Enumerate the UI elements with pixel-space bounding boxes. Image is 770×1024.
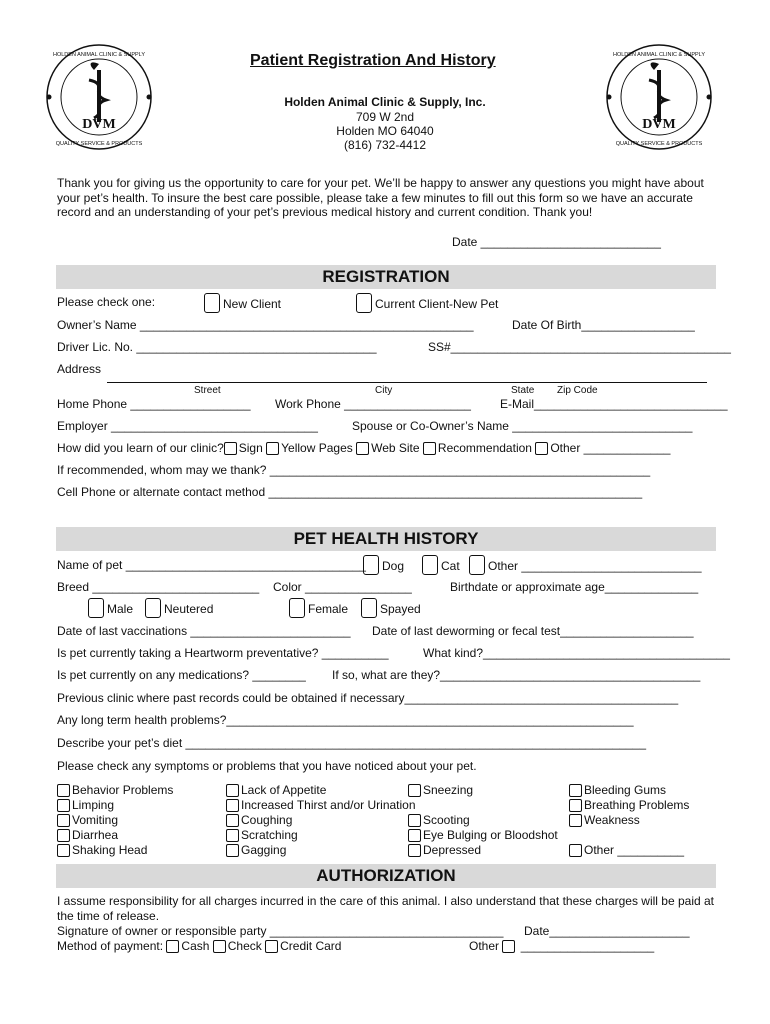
cat-label: Cat bbox=[441, 559, 460, 573]
deworming-field[interactable]: Date of last deworming or fecal test____________________ bbox=[372, 624, 694, 638]
credit-card-label: Credit Card bbox=[280, 939, 342, 953]
heartworm-field[interactable]: Is pet currently taking a Heartworm preventative? __________ bbox=[57, 646, 389, 660]
dog-checkbox[interactable] bbox=[363, 555, 379, 575]
dog-option[interactable] bbox=[363, 555, 404, 575]
other-source-checkbox[interactable] bbox=[535, 442, 548, 455]
other-pet-option[interactable] bbox=[469, 555, 702, 575]
female-checkbox[interactable] bbox=[289, 598, 305, 618]
symptom-checkbox[interactable] bbox=[226, 784, 239, 797]
female-label: Female bbox=[308, 602, 349, 616]
zip-label: Zip Code bbox=[557, 385, 598, 396]
check-checkbox[interactable] bbox=[213, 940, 226, 953]
dob-field[interactable]: Date Of Birth_________________ bbox=[512, 318, 695, 332]
symptom-item[interactable] bbox=[57, 783, 173, 798]
symptom-item[interactable] bbox=[408, 813, 558, 828]
employer-field[interactable]: Employer _______________________________ bbox=[57, 419, 318, 433]
learn-row bbox=[57, 441, 670, 455]
new-client-label: New Client bbox=[223, 297, 282, 311]
symptom-label: Increased Thirst and/or Urination bbox=[241, 798, 416, 812]
symptom-label: Limping bbox=[72, 798, 115, 812]
spouse-field[interactable]: Spouse or Co-Owner’s Name ___________________________ bbox=[352, 419, 693, 433]
payment-label: Method of payment: bbox=[57, 939, 164, 953]
symptom-label: Shaking Head bbox=[72, 843, 148, 857]
ss-field[interactable]: SS#__________________________________________ bbox=[428, 340, 731, 354]
symptom-checkbox[interactable] bbox=[569, 814, 582, 827]
spayed-checkbox[interactable] bbox=[361, 598, 377, 618]
web-site-checkbox[interactable] bbox=[356, 442, 369, 455]
state-label: State bbox=[511, 385, 535, 396]
new-client-checkbox[interactable] bbox=[204, 293, 220, 313]
web-site-label: Web Site bbox=[371, 441, 420, 455]
symptom-checkbox[interactable] bbox=[57, 784, 70, 797]
intro-paragraph: Thank you for giving us the opportunity to care for your pet. We’ll be happy to answer any questions you might have about your pet’s health. To insure the best care possible, please take a few minutes to fill out this form so we have an accurate record and an understanding of your pet’s previous medical history and current condition. Thank you! bbox=[57, 176, 704, 219]
symptom-label: Eye Bulging or Bloodshot bbox=[423, 828, 558, 842]
symptom-item[interactable] bbox=[57, 798, 173, 813]
page-title: Patient Registration And History bbox=[250, 52, 496, 69]
other-pet-checkbox[interactable] bbox=[469, 555, 485, 575]
symptom-checkbox[interactable] bbox=[226, 844, 239, 857]
date-field[interactable]: Date ___________________________ bbox=[452, 235, 661, 249]
symptom-label: Breathing Problems bbox=[584, 798, 690, 812]
driver-lic-field[interactable]: Driver Lic. No. ____________________________________ bbox=[57, 340, 377, 354]
address-label: Address bbox=[57, 362, 102, 376]
svg-text:DVM: DVM bbox=[642, 117, 676, 132]
male-option[interactable] bbox=[88, 598, 133, 618]
please-check-label: Please check one: bbox=[57, 295, 156, 309]
symptom-item[interactable] bbox=[569, 813, 689, 828]
clinic-logo-right bbox=[604, 42, 714, 152]
pet-name-field[interactable]: Name of pet ____________________________________ bbox=[57, 558, 366, 572]
owner-name-field[interactable]: Owner’s Name __________________________________________________ bbox=[57, 318, 474, 332]
svg-text:QUALITY SERVICE & PRODUCTS: QUALITY SERVICE & PRODUCTS bbox=[615, 141, 703, 147]
yellow-pages-checkbox[interactable] bbox=[266, 442, 279, 455]
cash-label: Cash bbox=[181, 939, 210, 953]
symptom-label: Bleeding Gums bbox=[584, 783, 667, 797]
other-source-label: Other _____________ bbox=[550, 441, 671, 455]
email-field[interactable]: E-Mail_____________________________ bbox=[500, 397, 728, 411]
symptom-checkbox[interactable] bbox=[569, 784, 582, 797]
symptom-item[interactable] bbox=[408, 783, 558, 798]
city-label: City bbox=[375, 385, 393, 396]
if-so-field[interactable]: If so, what are they?_______________________________________ bbox=[332, 668, 701, 682]
current-client-checkbox[interactable] bbox=[356, 293, 372, 313]
symptom-item[interactable] bbox=[226, 783, 416, 798]
pet-history-header bbox=[56, 527, 716, 551]
symptom-checkbox[interactable] bbox=[408, 844, 421, 857]
symptom-spacer bbox=[408, 798, 558, 813]
vaccinations-field[interactable]: Date of last vaccinations ________________________ bbox=[57, 624, 351, 638]
learn-label: How did you learn of our clinic? bbox=[57, 441, 224, 455]
registration-title: REGISTRATION bbox=[322, 267, 450, 286]
authorization-text: I assume responsibility for all charges incurred in the care of this animal. I also understand that these charges will be paid at the time of release. bbox=[57, 894, 715, 923]
symptom-item[interactable] bbox=[569, 798, 689, 813]
svg-text:DVM: DVM bbox=[82, 117, 116, 132]
symptom-label: Diarrhea bbox=[72, 828, 119, 842]
payment-other-label: Other bbox=[469, 939, 500, 953]
birthdate-field[interactable]: Birthdate or approximate age______________ bbox=[450, 580, 699, 594]
symptom-label: Vomiting bbox=[72, 813, 119, 827]
symptom-label: Weakness bbox=[584, 813, 640, 827]
symptoms-column-1 bbox=[57, 783, 173, 858]
symptom-checkbox[interactable] bbox=[57, 844, 70, 857]
symptom-checkbox[interactable] bbox=[569, 799, 582, 812]
clinic-address-1: 709 W 2nd bbox=[355, 110, 415, 124]
symptom-label: Scratching bbox=[241, 828, 298, 842]
street-label: Street bbox=[194, 385, 221, 396]
svg-text:QUALITY SERVICE & PRODUCTS: QUALITY SERVICE & PRODUCTS bbox=[55, 141, 143, 147]
cat-option[interactable] bbox=[422, 555, 460, 575]
symptom-checkbox[interactable] bbox=[57, 799, 70, 812]
spayed-label: Spayed bbox=[380, 602, 421, 616]
symptom-spacer bbox=[569, 828, 689, 843]
auth-date-field[interactable]: Date_____________________ bbox=[524, 924, 690, 938]
breed-field[interactable]: Breed _________________________ bbox=[57, 580, 260, 594]
color-field[interactable]: Color ________________ bbox=[273, 580, 412, 594]
signature-field[interactable]: Signature of owner or responsible party ___________________________________ bbox=[57, 924, 504, 938]
female-option[interactable] bbox=[289, 598, 348, 618]
payment-other-option[interactable] bbox=[469, 939, 654, 953]
registration-header bbox=[56, 265, 716, 289]
symptom-item[interactable] bbox=[408, 843, 558, 858]
work-phone-field[interactable]: Work Phone ___________________ bbox=[275, 397, 471, 411]
symptom-checkbox[interactable] bbox=[226, 799, 239, 812]
symptom-checkbox[interactable] bbox=[408, 784, 421, 797]
symptom-label: Lack of Appetite bbox=[241, 783, 327, 797]
cash-checkbox[interactable] bbox=[166, 940, 179, 953]
symptoms-prompt: Please check any symptoms or problems that you have noticed about your pet. bbox=[57, 759, 477, 773]
cell-phone-field[interactable]: Cell Phone or alternate contact method ________________________________________________________ bbox=[57, 485, 643, 499]
cat-checkbox[interactable] bbox=[422, 555, 438, 575]
svg-text:HOLDEN ANIMAL CLINIC & SUPPLY: HOLDEN ANIMAL CLINIC & SUPPLY bbox=[53, 52, 145, 58]
symptom-item[interactable] bbox=[408, 828, 558, 843]
symptoms-column-4 bbox=[569, 783, 689, 858]
symptom-checkbox[interactable] bbox=[408, 814, 421, 827]
symptom-item[interactable] bbox=[569, 843, 689, 858]
new-client-option[interactable] bbox=[204, 293, 281, 313]
payment-other-checkbox[interactable] bbox=[502, 940, 515, 953]
symptom-checkbox[interactable] bbox=[569, 844, 582, 857]
recommendation-label: Recommendation bbox=[437, 441, 532, 455]
pet-history-title: PET HEALTH HISTORY bbox=[293, 529, 479, 548]
neutered-label: Neutered bbox=[164, 602, 214, 616]
symptom-checkbox[interactable] bbox=[57, 829, 70, 842]
current-client-label: Current Client-New Pet bbox=[375, 297, 499, 311]
symptom-item[interactable] bbox=[226, 813, 416, 828]
yellow-pages-label: Yellow Pages bbox=[281, 441, 353, 455]
payment-row bbox=[57, 939, 341, 953]
symptom-label: Gagging bbox=[241, 843, 287, 857]
home-phone-field[interactable]: Home Phone __________________ bbox=[57, 397, 251, 411]
male-checkbox[interactable] bbox=[88, 598, 104, 618]
other-pet-label: Other ___________________________ bbox=[488, 559, 702, 573]
sign-label: Sign bbox=[238, 441, 263, 455]
symptom-label: Scooting bbox=[423, 813, 470, 827]
symptom-label: Coughing bbox=[241, 813, 293, 827]
symptoms-column-3 bbox=[408, 783, 558, 858]
symptom-checkbox[interactable] bbox=[57, 814, 70, 827]
male-label: Male bbox=[107, 602, 134, 616]
if-recommended-field[interactable]: If recommended, whom may we thank? _________________________________________________________ bbox=[57, 463, 651, 477]
symptom-item[interactable] bbox=[57, 813, 173, 828]
recommendation-checkbox[interactable] bbox=[423, 442, 436, 455]
neutered-option[interactable] bbox=[145, 598, 213, 618]
previous-clinic-field[interactable]: Previous clinic where past records could be obtained if necessary_________________________________________ bbox=[57, 691, 679, 705]
svg-text:HOLDEN ANIMAL CLINIC & SUPPLY: HOLDEN ANIMAL CLINIC & SUPPLY bbox=[613, 52, 705, 58]
medications-field[interactable]: Is pet currently on any medications? ________ bbox=[57, 668, 306, 682]
symptom-item[interactable] bbox=[57, 828, 173, 843]
dog-label: Dog bbox=[382, 559, 405, 573]
current-client-option[interactable] bbox=[356, 293, 498, 313]
check-label: Check bbox=[227, 939, 262, 953]
what-kind-field[interactable]: What kind?_____________________________________ bbox=[423, 646, 730, 660]
symptom-label: Other __________ bbox=[584, 843, 685, 857]
symptoms-column-2 bbox=[226, 783, 416, 858]
symptom-item[interactable] bbox=[226, 843, 416, 858]
authorization-title: AUTHORIZATION bbox=[316, 866, 456, 885]
symptom-label: Depressed bbox=[423, 843, 482, 857]
clinic-address-2: Holden MO 64040 bbox=[336, 124, 434, 138]
clinic-phone: (816) 732-4412 bbox=[343, 138, 427, 152]
authorization-header bbox=[56, 864, 716, 888]
clinic-name: Holden Animal Clinic & Supply, Inc. bbox=[284, 95, 486, 109]
credit-card-checkbox[interactable] bbox=[265, 940, 278, 953]
sign-checkbox[interactable] bbox=[224, 442, 237, 455]
symptom-item[interactable] bbox=[57, 843, 173, 858]
symptom-label: Sneezing bbox=[423, 783, 474, 797]
symptom-checkbox[interactable] bbox=[408, 829, 421, 842]
address-line[interactable] bbox=[107, 382, 707, 383]
symptom-item[interactable] bbox=[226, 828, 416, 843]
diet-field[interactable]: Describe your pet’s diet _____________________________________________________________________ bbox=[57, 736, 647, 750]
neutered-checkbox[interactable] bbox=[145, 598, 161, 618]
clinic-logo-left bbox=[44, 42, 154, 152]
payment-other-line[interactable]: ____________________ bbox=[520, 939, 655, 953]
symptom-item[interactable] bbox=[569, 783, 689, 798]
symptom-checkbox[interactable] bbox=[226, 814, 239, 827]
symptom-item[interactable] bbox=[226, 798, 416, 813]
symptom-checkbox[interactable] bbox=[226, 829, 239, 842]
long-term-field[interactable]: Any long term health problems?_____________________________________________________________ bbox=[57, 713, 634, 727]
spayed-option[interactable] bbox=[361, 598, 421, 618]
symptom-label: Behavior Problems bbox=[72, 783, 174, 797]
